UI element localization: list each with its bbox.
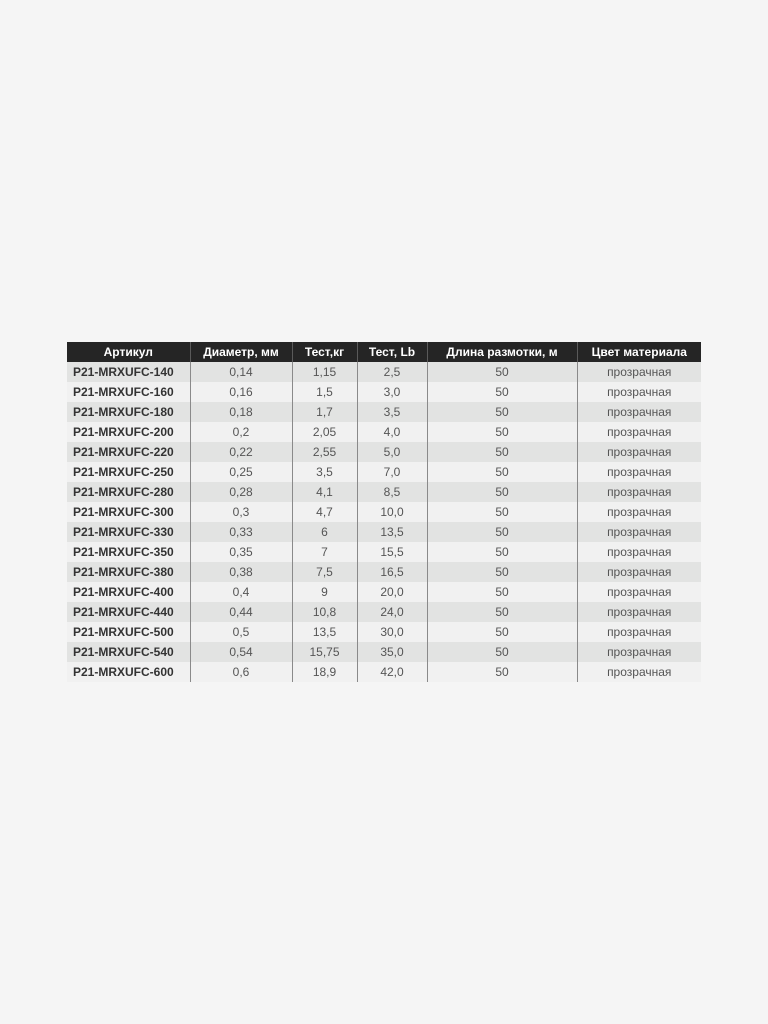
cell-diameter: 0,14 (190, 362, 292, 382)
cell-article: P21-MRXUFC-350 (67, 542, 190, 562)
cell-test-lb: 3,5 (357, 402, 427, 422)
header-test-lb: Тест, Lb (357, 342, 427, 362)
cell-test-kg: 7 (292, 542, 357, 562)
cell-length: 50 (427, 442, 577, 462)
cell-diameter: 0,54 (190, 642, 292, 662)
cell-length: 50 (427, 622, 577, 642)
header-test-kg: Тест,кг (292, 342, 357, 362)
cell-diameter: 0,2 (190, 422, 292, 442)
cell-diameter: 0,28 (190, 482, 292, 502)
cell-color: прозрачная (577, 602, 701, 622)
cell-test-lb: 30,0 (357, 622, 427, 642)
cell-test-lb: 15,5 (357, 542, 427, 562)
cell-length: 50 (427, 362, 577, 382)
cell-test-lb: 24,0 (357, 602, 427, 622)
table-row (67, 642, 701, 662)
cell-test-kg: 18,9 (292, 662, 357, 682)
cell-test-kg: 2,05 (292, 422, 357, 442)
cell-test-kg: 7,5 (292, 562, 357, 582)
cell-color: прозрачная (577, 662, 701, 682)
cell-article: P21-MRXUFC-500 (67, 622, 190, 642)
cell-length: 50 (427, 642, 577, 662)
cell-color: прозрачная (577, 422, 701, 442)
cell-diameter: 0,4 (190, 582, 292, 602)
cell-test-lb: 3,0 (357, 382, 427, 402)
cell-test-lb: 8,5 (357, 482, 427, 502)
cell-color: прозрачная (577, 482, 701, 502)
cell-diameter: 0,18 (190, 402, 292, 422)
cell-test-kg: 9 (292, 582, 357, 602)
cell-article: P21-MRXUFC-440 (67, 602, 190, 622)
cell-length: 50 (427, 422, 577, 442)
cell-test-kg: 4,7 (292, 502, 357, 522)
cell-test-lb: 5,0 (357, 442, 427, 462)
cell-article: P21-MRXUFC-300 (67, 502, 190, 522)
cell-test-kg: 3,5 (292, 462, 357, 482)
cell-diameter: 0,22 (190, 442, 292, 462)
cell-test-lb: 16,5 (357, 562, 427, 582)
table-row (67, 562, 701, 582)
cell-length: 50 (427, 482, 577, 502)
cell-color: прозрачная (577, 542, 701, 562)
cell-color: прозрачная (577, 462, 701, 482)
cell-test-kg: 2,55 (292, 442, 357, 462)
cell-article: P21-MRXUFC-180 (67, 402, 190, 422)
cell-article: P21-MRXUFC-330 (67, 522, 190, 542)
table-row (67, 622, 701, 642)
table-row (67, 542, 701, 562)
cell-color: прозрачная (577, 622, 701, 642)
cell-length: 50 (427, 542, 577, 562)
cell-diameter: 0,5 (190, 622, 292, 642)
cell-color: прозрачная (577, 522, 701, 542)
cell-test-lb: 42,0 (357, 662, 427, 682)
cell-test-lb: 13,5 (357, 522, 427, 542)
cell-test-kg: 6 (292, 522, 357, 542)
specs-table (67, 342, 701, 682)
cell-length: 50 (427, 382, 577, 402)
cell-diameter: 0,25 (190, 462, 292, 482)
table-row (67, 422, 701, 442)
table-row (67, 462, 701, 482)
cell-length: 50 (427, 402, 577, 422)
cell-test-lb: 10,0 (357, 502, 427, 522)
table-row (67, 482, 701, 502)
cell-length: 50 (427, 502, 577, 522)
cell-color: прозрачная (577, 382, 701, 402)
cell-article: P21-MRXUFC-380 (67, 562, 190, 582)
cell-color: прозрачная (577, 402, 701, 422)
cell-color: прозрачная (577, 362, 701, 382)
cell-article: P21-MRXUFC-160 (67, 382, 190, 402)
cell-color: прозрачная (577, 642, 701, 662)
cell-color: прозрачная (577, 562, 701, 582)
header-article: Артикул (67, 342, 190, 362)
cell-diameter: 0,16 (190, 382, 292, 402)
table-row (67, 662, 701, 682)
cell-test-lb: 4,0 (357, 422, 427, 442)
cell-length: 50 (427, 662, 577, 682)
cell-color: прозрачная (577, 582, 701, 602)
cell-article: P21-MRXUFC-220 (67, 442, 190, 462)
header-color: Цвет материала (577, 342, 701, 362)
cell-test-kg: 1,5 (292, 382, 357, 402)
specs-table-container (67, 342, 701, 682)
cell-test-kg: 10,8 (292, 602, 357, 622)
cell-test-kg: 13,5 (292, 622, 357, 642)
cell-article: P21-MRXUFC-400 (67, 582, 190, 602)
table-row (67, 582, 701, 602)
cell-article: P21-MRXUFC-280 (67, 482, 190, 502)
table-row (67, 362, 701, 382)
cell-test-kg: 1,7 (292, 402, 357, 422)
cell-length: 50 (427, 562, 577, 582)
cell-test-kg: 4,1 (292, 482, 357, 502)
table-row (67, 382, 701, 402)
cell-length: 50 (427, 462, 577, 482)
table-row (67, 602, 701, 622)
cell-diameter: 0,44 (190, 602, 292, 622)
cell-length: 50 (427, 602, 577, 622)
cell-article: P21-MRXUFC-600 (67, 662, 190, 682)
cell-color: прозрачная (577, 502, 701, 522)
cell-test-lb: 7,0 (357, 462, 427, 482)
cell-test-lb: 20,0 (357, 582, 427, 602)
header-length: Длина размотки, м (427, 342, 577, 362)
cell-test-lb: 2,5 (357, 362, 427, 382)
cell-test-lb: 35,0 (357, 642, 427, 662)
cell-diameter: 0,3 (190, 502, 292, 522)
cell-diameter: 0,35 (190, 542, 292, 562)
cell-diameter: 0,33 (190, 522, 292, 542)
table-row (67, 442, 701, 462)
cell-diameter: 0,6 (190, 662, 292, 682)
cell-article: P21-MRXUFC-140 (67, 362, 190, 382)
cell-test-kg: 1,15 (292, 362, 357, 382)
table-row (67, 502, 701, 522)
table-row (67, 402, 701, 422)
header-diameter: Диаметр, мм (190, 342, 292, 362)
cell-article: P21-MRXUFC-250 (67, 462, 190, 482)
cell-article: P21-MRXUFC-200 (67, 422, 190, 442)
cell-color: прозрачная (577, 442, 701, 462)
table-row (67, 522, 701, 542)
cell-diameter: 0,38 (190, 562, 292, 582)
cell-length: 50 (427, 522, 577, 542)
cell-article: P21-MRXUFC-540 (67, 642, 190, 662)
table-header-row (67, 342, 701, 362)
cell-length: 50 (427, 582, 577, 602)
cell-test-kg: 15,75 (292, 642, 357, 662)
